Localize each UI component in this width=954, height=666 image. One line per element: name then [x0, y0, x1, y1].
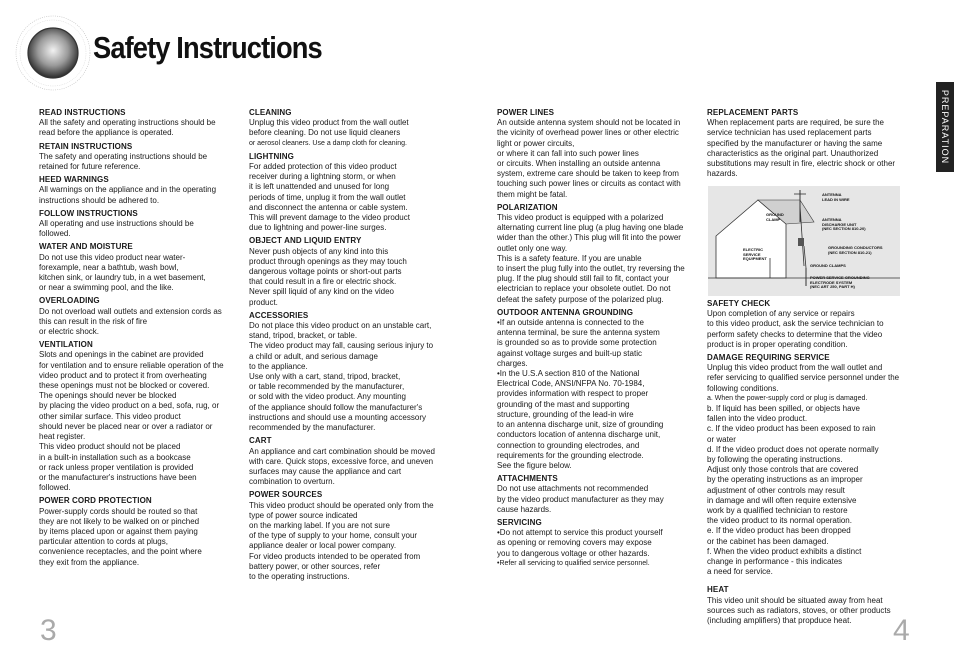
- section-heading: OVERLOADING: [39, 296, 100, 306]
- label-ground-clamps: GROUND CLAMPS: [810, 263, 846, 268]
- section-heading: OUTDOOR ANTENNA GROUNDING: [497, 307, 634, 317]
- section-text: All the safety and operating instructions should be read before the appliance is operated.: [39, 118, 216, 138]
- label-electrode-system: POWER SERVICE GROUNDING ELECTRODE SYSTEM (NEC ART 250, PART H): [810, 275, 870, 289]
- section-text: For added protection of this video product receiver during a lightning storm, or when it is left unattended and unused for long periods of time, unplug it from the wall outlet and disconnect the antenna or cable system. This will prevent damage to the video product due to lightning and power-line surges.: [249, 162, 410, 233]
- section-tab-label: PREPARATION: [940, 89, 950, 165]
- section-heading: POWER LINES: [497, 108, 555, 117]
- section-text: Slots and openings in the cabinet are provided for ventilation and to ensure reliable operation of the video product and to protect it from overheating these openings must not be blocked or covered. The openings should never be blocked by placing the video product on a bed, sofa, rug, or other similar surface. This video product should never be placed near or over a radiator or heat register. This video product should not be placed in a built-in installation such as a bookcase or rack unless proper ventilation is provided or the manufacturer's instructions have been followed.: [39, 350, 224, 493]
- section-text: Never push objects of any kind into this product through openings as they may touch dangerous voltage points or short-out parts that could result in a fire or electric shock. Never spill liquid of any kind on the video product.: [249, 246, 407, 307]
- page-number-left: 3: [40, 614, 57, 647]
- section-text: b. If liquid has been spilled, or objects have fallen into the video product. c. If the video product has been exposed to rain or water d. If the video product does not operate normally by following the operating instructions. Adjust only those controls that are covered by the operating instructions as an improper adjustment of other controls may result in damage and will often require extensive work by a qualified technician to restore the video product to its normal operation. e. If the video product has been dropped or the cabinet has been damaged. f. When the video product exhibits a distinct change in performance - this indicates a need for service.: [707, 404, 879, 577]
- label-electric-service: ELECTRIC SERVICE EQUIPMENT: [743, 247, 767, 261]
- section-heading: READ INSTRUCTIONS: [39, 108, 126, 117]
- section-text: This video product should be operated only from the type of power source indicated on the marking label. If you are not sure of the type of supply to your home, consult your appliance dealer or local power company. For video products intended to be operated from battery power, or other sources, refer to the operating instructions.: [249, 500, 434, 581]
- house-grounding-illustration: [708, 186, 900, 296]
- section-text: All operating and use instructions should be followed.: [39, 219, 194, 239]
- section-heading: LIGHTNING: [249, 151, 294, 161]
- column-4: [707, 108, 904, 179]
- section-text: Do not overload wall outlets and extension cords as this can result in the risk of fire or electric shock.: [39, 306, 222, 337]
- label-discharge-unit: ANTENNA DISCHARGE UNIT (NEC SECTION 810-20): [822, 217, 866, 231]
- section-heading: ATTACHMENTS: [497, 474, 558, 484]
- section-text: An appliance and cart combination should be moved with care. Quick stops, excessive force, and uneven surfaces may cause the appliance and cart combination to overturn.: [249, 446, 435, 487]
- section-heading: ACCESSORIES: [249, 310, 309, 320]
- section-heading: HEED WARNINGS: [39, 175, 109, 185]
- section-text: •If an outside antenna is connected to the antenna terminal, be sure the antenna system is grounded so as to provide some protection against voltage surges and built-up static charges. •In the U.S.A section 810 of the National Electrical Code, ANSI/NFPA No. 70-1984, provides information with respect to proper grounding of the mast and supporting structure, grounding of the lead-in wire to an antenna discharge unit, size of grounding conductors location of antenna discharge unit, connection to grounding electrodes, and requirements for the grounding electrode. See the figure below.: [497, 318, 664, 470]
- column-1: [39, 108, 239, 568]
- section-heading: SAFETY CHECK: [707, 299, 771, 308]
- section-text-small: •Refer all servicing to qualified service personnel.: [497, 559, 650, 567]
- speaker-logo-icon: [14, 14, 92, 92]
- page-number-right: 4: [893, 614, 910, 647]
- antenna-grounding-diagram: [708, 186, 900, 296]
- section-heading: OBJECT AND LIQUID ENTRY: [249, 236, 362, 246]
- section-text: An outside antenna system should not be located in the vicinity of overhead power lines or other electric light or power circuits, or where it can fall into such power lines or circuits. When installing an outside antenna system, extreme care should be taken to keep from touching such power lines or circuits as contact with them might be fatal.: [497, 118, 681, 199]
- section-heading: RETAIN INSTRUCTIONS: [39, 141, 133, 151]
- section-text: This video unit should be situated away from heat sources such as radiators, stoves, or other products (including amplifiers) that propduce heat.: [707, 595, 891, 626]
- section-text: The safety and operating instructions should be retained for future reference.: [39, 151, 208, 172]
- section-text: Power-supply cords should be routed so that they are not likely to be walked on or pinched by items placed upon or against them paying particular attention to cords at plugs, convenience receptacles, and the point where they exit from the appliance.: [39, 506, 202, 567]
- section-text: •Do not attempt to service this product yourself as opening or removing covers may expose you to dangerous voltage or other hazards.: [497, 528, 663, 558]
- label-antenna-lead: ANTENNA LEAD IN WIRE: [822, 192, 850, 202]
- section-text: All warnings on the appliance and in the operating instructions should be adhered to.: [39, 185, 217, 205]
- section-text-small: or aerosol cleaners. Use a damp cloth for cleaning.: [249, 139, 407, 147]
- section-heading: VENTILATION: [39, 340, 93, 350]
- label-ground-clamp: GROUND CLAMP: [766, 212, 784, 222]
- column-3: [497, 108, 692, 569]
- label-grounding-conductors: GROUNDING CONDUCTORS (NEC SECTION 810-21): [828, 245, 883, 255]
- section-text: Upon completion of any service or repairs to this video product, ask the service technician to perform safety checks to determine that the video product is in proper operating condition.: [707, 309, 884, 349]
- section-text: Unplug this video product from the wall outlet before cleaning. Do not use liquid cleaners: [249, 118, 409, 138]
- section-text: Do not place this video product on an unstable cart, stand, tripod, bracket, or table. The video product may fall, causing serious injury to a child or adult, and serious damage to the appliance. Use only with a cart, stand, tripod, bracket, or table recommended by the manufacturer, or sold with the video product. Any mounting of the appliance should follow the manufacturer's instructions and should use a mounting accessory recommended by the manufacturer.: [249, 321, 434, 433]
- section-text: Do not use this video product near water- forexample, near a bathtub, wash bowl, kitchen sink, or laundry tub, in a wet basement, or near a swimming pool, and the like.: [39, 252, 206, 293]
- section-text: This video product is equipped with a polarized alternating current line plug (a plug having one blade wider than the other.) This plug will fit into the power outlet only one way. This is a safety feature. If you are unable to insert the plug fully into the outlet, try reversing the plug. If the plug should still fail to fit, contact your electrician to replace your obsolete outlet. Do not defeat the safety purpose of the polarized plug.: [497, 213, 685, 304]
- section-heading: DAMAGE REQUIRING SERVICE: [707, 353, 830, 363]
- section-heading: FOLLOW INSTRUCTIONS: [39, 208, 138, 218]
- page-title: Safety Instructions: [93, 30, 322, 65]
- section-heading: HEAT: [707, 585, 729, 595]
- section-heading: POWER CORD PROTECTION: [39, 496, 152, 506]
- section-heading: POWER SOURCES: [249, 490, 323, 500]
- section-heading: CART: [249, 436, 272, 446]
- section-text: Do not use attachments not recommended by the video product manufacturer as they may cause hazards.: [497, 484, 664, 514]
- column-4b: [707, 299, 904, 626]
- section-text-small: a. When the power-supply cord or plug is damaged.: [707, 394, 868, 402]
- section-text: Unplug this video product from the wall outlet and refer servicing to qualified service personnel under the following conditions.: [707, 363, 900, 393]
- section-tab: [936, 82, 954, 172]
- section-heading: POLARIZATION: [497, 202, 558, 212]
- section-text: When replacement parts are required, be sure the service technician has used replacement parts specified by the manufacturer or having the same characteristics as the original part. Unauthorized substitutions may result in fire, electric shock or other hazards.: [707, 118, 896, 179]
- column-2: [249, 108, 449, 582]
- section-heading: REPLACEMENT PARTS: [707, 108, 799, 117]
- section-heading: SERVICING: [497, 517, 542, 527]
- section-heading: CLEANING: [249, 108, 292, 117]
- section-heading: WATER AND MOISTURE: [39, 242, 133, 252]
